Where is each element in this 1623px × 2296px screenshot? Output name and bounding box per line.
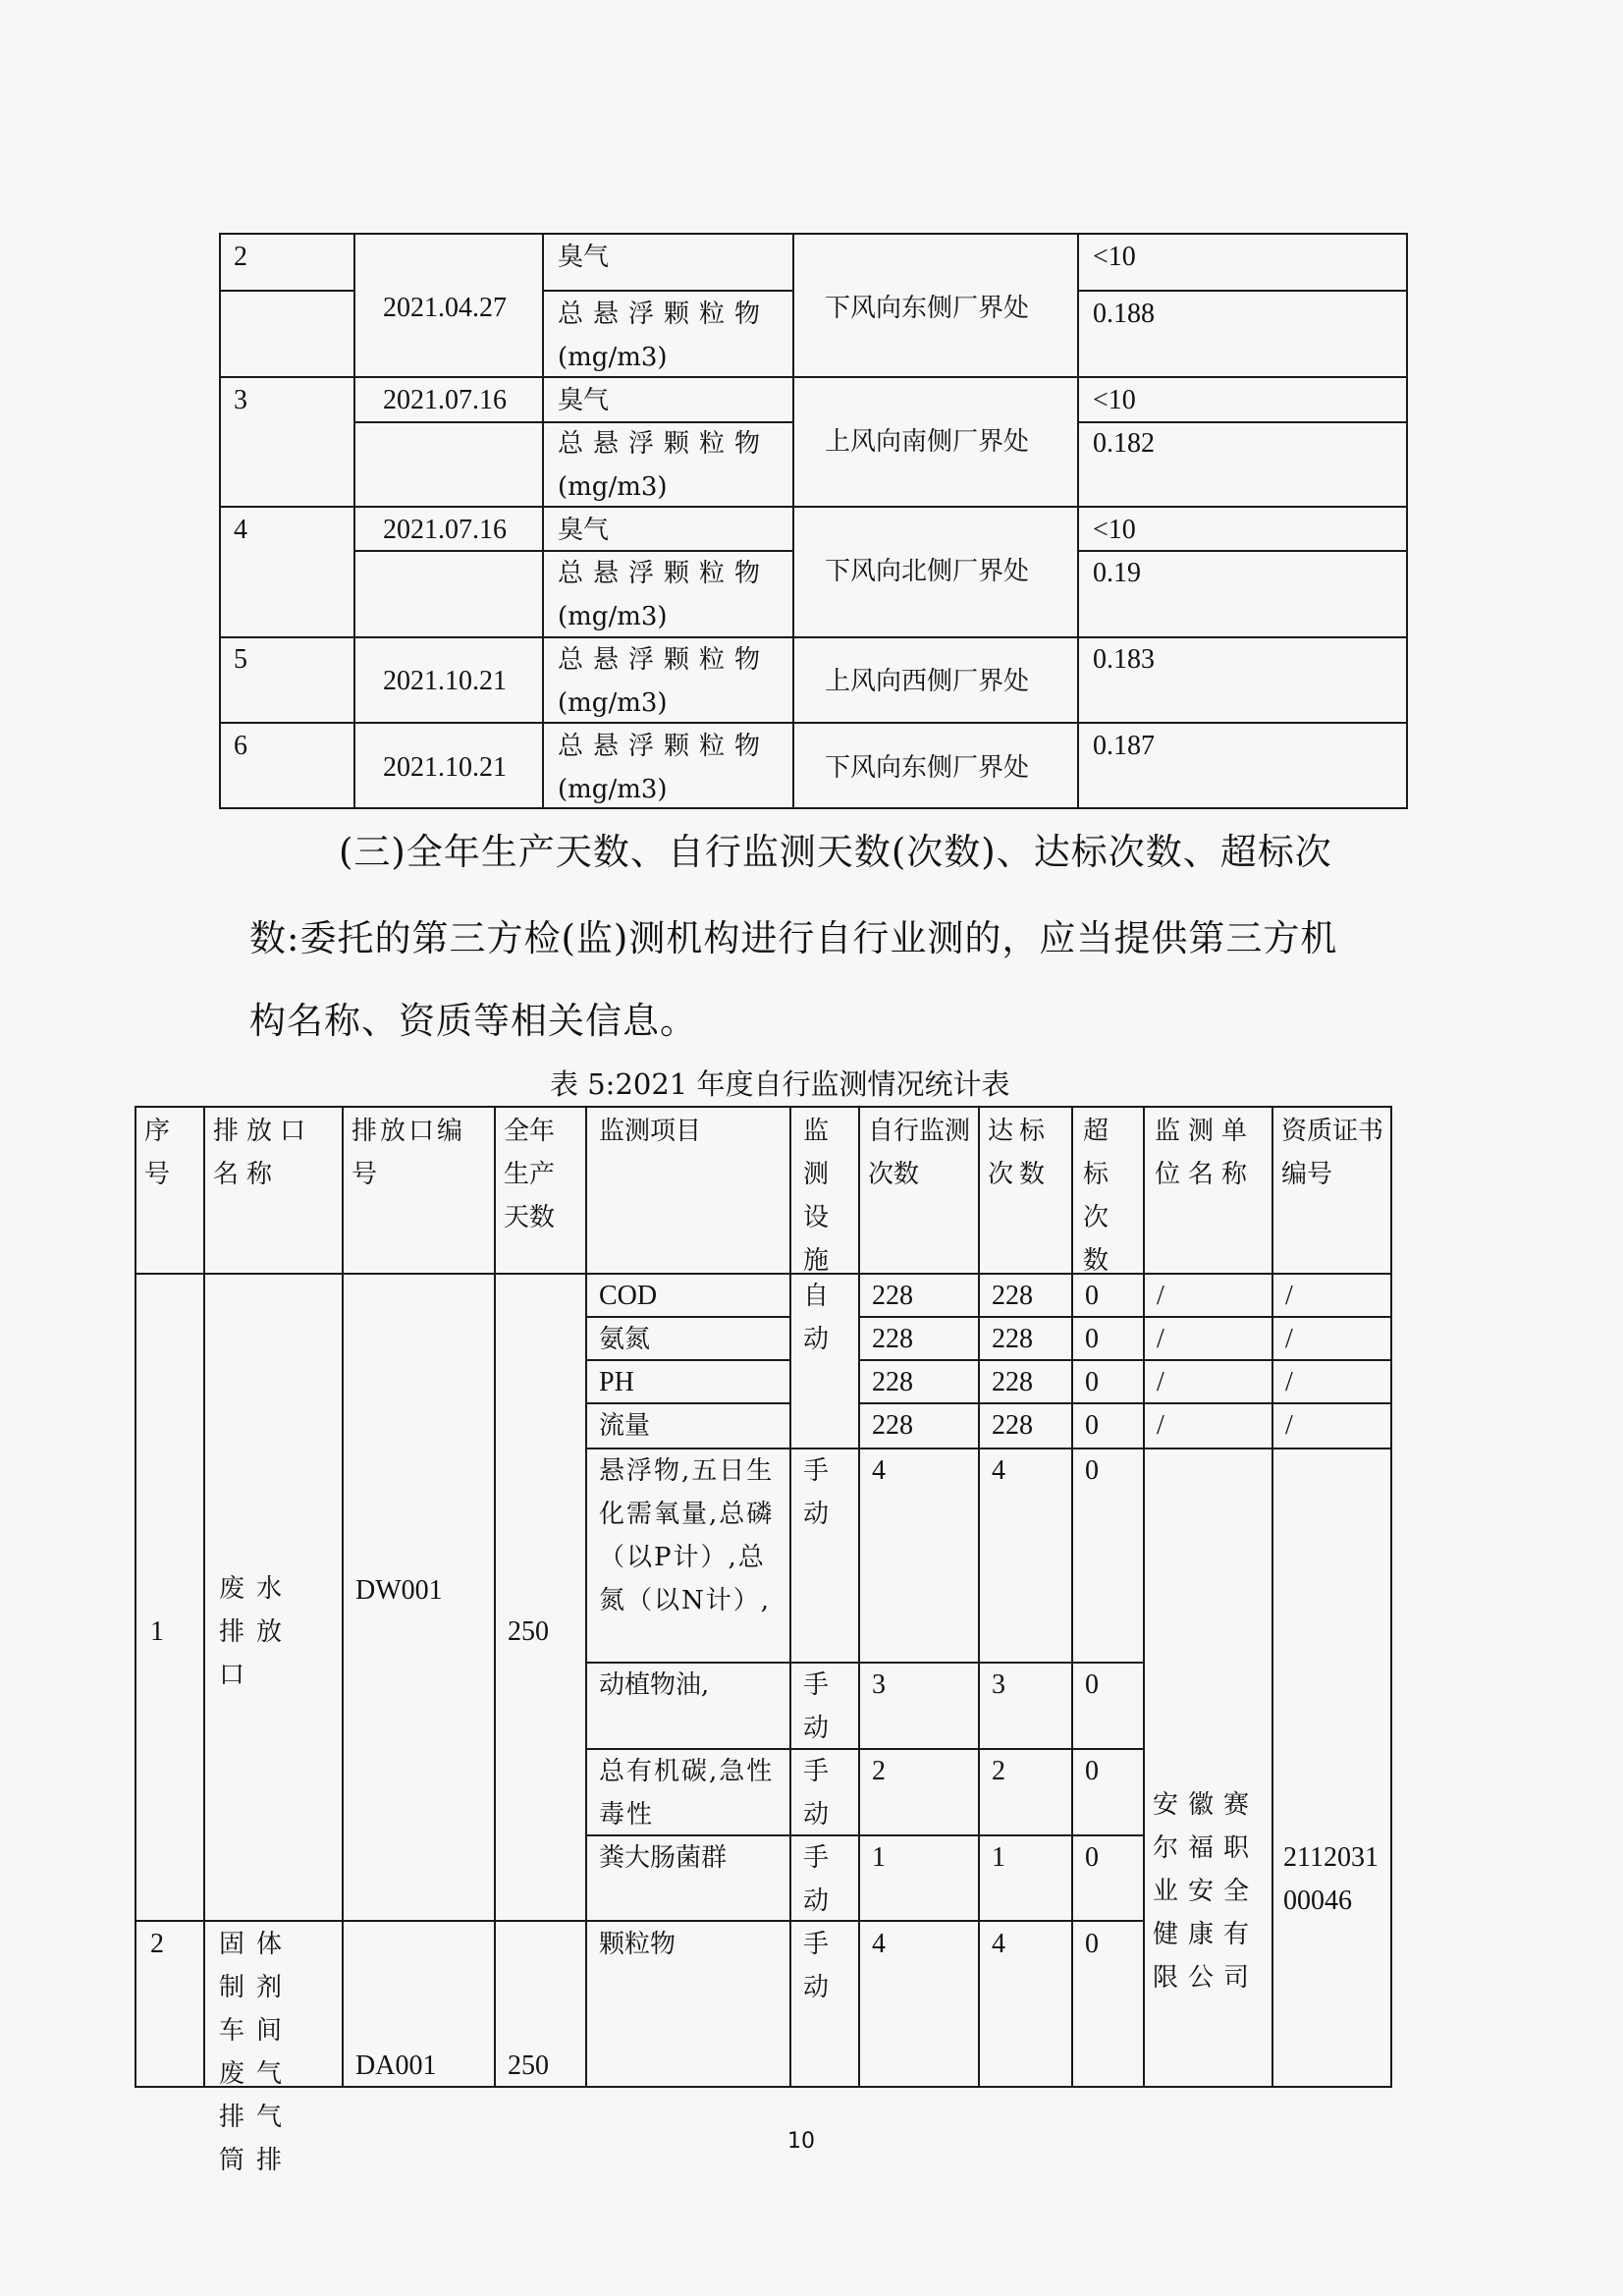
self-count: 228 (872, 1324, 913, 1354)
table-border (858, 1402, 1391, 1404)
exceed-count: 0 (1085, 1669, 1099, 1700)
row-seq: 2 (234, 242, 247, 272)
facility-manual: 手动 (803, 1843, 830, 1916)
table-border (219, 376, 1407, 378)
row-location: 上风向西侧厂界处 (825, 667, 1030, 696)
cert: / (1285, 1324, 1293, 1354)
row-seq: 5 (234, 644, 247, 675)
row-location: 下风向东侧厂界处 (825, 294, 1030, 323)
table-border (135, 1920, 1143, 1922)
facility-manual: 手动 (803, 1670, 830, 1743)
row-value: 0.187 (1093, 731, 1155, 761)
self-count: 4 (872, 1455, 886, 1486)
cert: / (1285, 1367, 1293, 1397)
table-border (1406, 233, 1408, 809)
row-location: 下风向东侧厂界处 (825, 753, 1030, 783)
header-outlet-code: 排放口编号 (352, 1117, 466, 1189)
row-date: 2021.10.21 (383, 666, 507, 696)
agency: / (1157, 1410, 1164, 1441)
item-tsp-label: 总悬浮颗粒物 (558, 559, 771, 588)
exceed-count: 0 (1085, 1281, 1099, 1311)
exceed-count: 0 (1085, 1929, 1099, 1959)
row-value: <10 (1093, 242, 1136, 272)
item-flow: 流量 (599, 1411, 651, 1441)
row-seq: 3 (234, 385, 247, 415)
table-caption: 表 5:2021 年度自行监测情况统计表 (550, 1067, 1010, 1101)
item-manual: 总有机碳,急性毒性 (599, 1757, 775, 1830)
item-tsp (548, 725, 793, 811)
section-heading-line1: (三)全年生产天数、自行监测天数(次数)、达标次数、超标次 (339, 831, 1332, 873)
table-border (858, 1106, 860, 2088)
row-value: 0.19 (1093, 558, 1141, 588)
table-border (978, 1106, 980, 2088)
item-tsp (548, 293, 793, 379)
item-tsp-unit: (mg/m3) (558, 602, 668, 631)
table-border (1077, 233, 1079, 809)
item-tsp-label: 总悬浮颗粒物 (558, 300, 771, 329)
table-border (219, 233, 221, 809)
table-border (342, 1106, 344, 2088)
pass-count: 228 (992, 1281, 1033, 1311)
exceed-count: 0 (1085, 1367, 1099, 1397)
outlet-seq: 2 (150, 1929, 164, 1959)
header-exceed-count: 超标次数 (1083, 1117, 1109, 1276)
pass-count: 228 (992, 1410, 1033, 1441)
row-value: <10 (1093, 515, 1136, 545)
item-tsp-unit: (mg/m3) (558, 688, 668, 718)
table-border (1390, 1106, 1392, 2088)
item-odor: 臭气 (558, 516, 610, 545)
self-count: 228 (872, 1281, 913, 1311)
item-manual: 粪大肠菌群 (599, 1843, 728, 1873)
facility-manual: 手动 (803, 1456, 830, 1529)
table-border (1077, 290, 1407, 292)
cert-number: 211203100046 (1283, 1842, 1379, 1916)
item-tsp (548, 638, 793, 725)
table-border (219, 807, 1407, 809)
cert: / (1285, 1281, 1293, 1311)
pass-count: 4 (992, 1455, 1005, 1486)
table-border (789, 1106, 791, 2088)
facility-manual: 手动 (803, 1757, 830, 1830)
outlet-code: DA001 (355, 2050, 437, 2081)
row-value: 0.183 (1093, 644, 1155, 675)
table-border (1071, 1106, 1073, 2088)
row-date: 2021.10.21 (383, 752, 507, 783)
table-border (219, 636, 1407, 638)
pass-count: 3 (992, 1669, 1005, 1700)
exceed-count: 0 (1085, 1455, 1099, 1486)
self-count: 228 (872, 1367, 913, 1397)
item-ph: PH (599, 1367, 634, 1397)
table-border (219, 233, 1407, 235)
header-seq: 序号 (144, 1117, 171, 1189)
table-border (135, 1106, 136, 2088)
self-count: 2 (872, 1756, 886, 1786)
item-tsp-unit: (mg/m3) (558, 775, 668, 804)
page-number: 10 (787, 2129, 815, 2154)
exceed-count: 0 (1085, 1842, 1099, 1873)
pass-count: 1 (992, 1842, 1005, 1873)
header-self-count: 自行监测次数 (868, 1117, 971, 1189)
table-border (542, 290, 792, 292)
row-date: 2021.07.16 (383, 515, 507, 545)
item-tsp-unit: (mg/m3) (558, 472, 668, 502)
section-text-line2: 数:委托的第三方检(监)测机构进行自行业测的，应当提供第三方机 (249, 917, 1338, 959)
outlet-name: 固体制剂车间废气排气筒排 (219, 1930, 295, 2175)
item-odor: 臭气 (558, 386, 610, 415)
self-count: 228 (872, 1410, 913, 1441)
table-border (1271, 1106, 1273, 2088)
exceed-count: 0 (1085, 1324, 1099, 1354)
header-item: 监测项目 (599, 1117, 702, 1146)
table-border (353, 233, 355, 809)
self-count: 1 (872, 1842, 886, 1873)
item-tsp (548, 422, 793, 509)
row-value: 0.188 (1093, 299, 1155, 329)
header-production-days: 全年生产天数 (504, 1117, 556, 1232)
pass-count: 228 (992, 1324, 1033, 1354)
pass-count: 228 (992, 1367, 1033, 1397)
item-ammonia: 氨氮 (599, 1325, 651, 1354)
table-border (542, 233, 544, 809)
table-border (494, 1106, 496, 2088)
item-tsp-label: 总悬浮颗粒物 (558, 645, 771, 675)
agency: / (1157, 1367, 1164, 1397)
item-tsp-label: 总悬浮颗粒物 (558, 732, 771, 761)
row-seq: 4 (234, 515, 247, 545)
agency: / (1157, 1324, 1164, 1354)
row-location: 上风向南侧厂界处 (825, 427, 1030, 457)
item-tsp-label: 总悬浮颗粒物 (558, 429, 771, 459)
header-cert-no: 资质证书编号 (1281, 1117, 1384, 1189)
outlet-code: DW001 (355, 1575, 443, 1606)
item-manual: 悬浮物,五日生化需氧量,总磷（以P计）,总氮（以N计）, (599, 1456, 775, 1615)
table-border (1143, 1106, 1145, 2088)
row-date: 2021.07.16 (383, 385, 507, 415)
pass-count: 2 (992, 1756, 1005, 1786)
item-tsp-unit: (mg/m3) (558, 343, 668, 372)
self-count: 4 (872, 1929, 886, 1959)
outlet-seq: 1 (150, 1616, 164, 1647)
item-manual: 动植物油, (599, 1670, 710, 1700)
header-outlet-name: 排放口名称 (213, 1117, 314, 1189)
item-tsp (548, 552, 793, 638)
header-facility: 监测设施 (803, 1117, 830, 1276)
table-border (219, 290, 353, 292)
item-manual: 颗粒物 (599, 1930, 676, 1959)
header-agency: 监测单位名称 (1155, 1117, 1256, 1189)
exceed-count: 0 (1085, 1756, 1099, 1786)
exceed-count: 0 (1085, 1410, 1099, 1441)
pass-count: 4 (992, 1929, 1005, 1959)
section-text-line3: 构名称、资质等相关信息。 (249, 1000, 697, 1042)
outlet-days: 250 (508, 1616, 549, 1647)
item-odor: 臭气 (558, 243, 610, 272)
table-border (858, 1359, 1391, 1361)
row-value: <10 (1093, 385, 1136, 415)
table-border (219, 722, 1407, 724)
header-pass-count: 达标次数 (988, 1117, 1052, 1189)
row-value: 0.182 (1093, 428, 1155, 459)
cert: / (1285, 1410, 1293, 1441)
outlet-name: 废水排放口 (219, 1574, 295, 1690)
agency: / (1157, 1281, 1164, 1311)
item-cod: COD (599, 1281, 658, 1311)
table-border (219, 506, 1407, 508)
facility-auto: 自动 (803, 1282, 830, 1354)
row-seq: 6 (234, 731, 247, 761)
agency-name: 安徽赛尔福职业安全健康有限公司 (1153, 1790, 1260, 1993)
outlet-days: 250 (508, 2050, 549, 2081)
self-count: 3 (872, 1669, 886, 1700)
table-border (585, 1106, 587, 2088)
row-location: 下风向北侧厂界处 (825, 557, 1030, 586)
row-date: 2021.04.27 (383, 293, 507, 323)
table-border (135, 1106, 1391, 1108)
table-border (203, 1106, 205, 2088)
table-border (135, 1273, 1391, 1275)
table-border (858, 1316, 1391, 1318)
facility-manual: 手动 (803, 1930, 830, 2002)
